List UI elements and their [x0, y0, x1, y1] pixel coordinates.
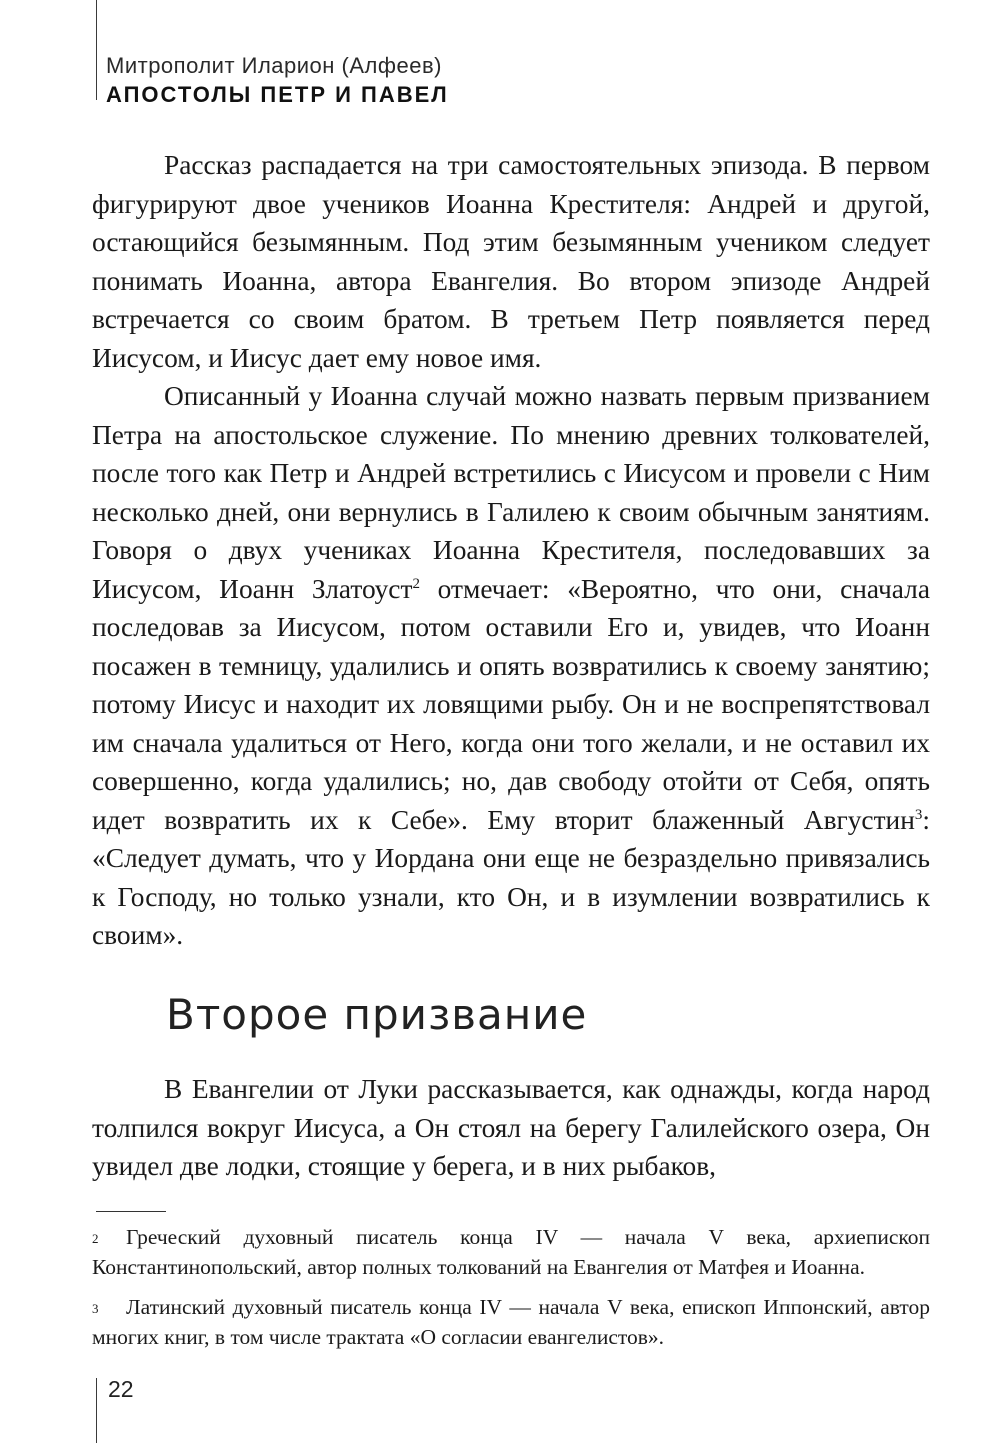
- running-head-book-title: АПОСТОЛЫ ПЕТР И ПАВЕЛ: [106, 82, 449, 107]
- footnote-text: Латинский духовный писатель конца IV — начала V века, епископ Иппонский, автор многих книг, в том числе трактата «О согласии евангелистов».: [92, 1295, 930, 1349]
- footnotes: [92, 1222, 930, 1362]
- page-number: 22: [108, 1376, 134, 1402]
- footer-rule: [96, 1378, 97, 1443]
- header-rule: [96, 0, 97, 100]
- footnote-number: 3: [92, 1301, 99, 1316]
- footnote-text: Греческий духовный писатель конца IV — начала V века, архиепископ Константинопольский, автор полных толкований на Евангелия от Матфея и Иоанна.: [92, 1225, 930, 1279]
- section-heading: Второе призвание: [166, 990, 588, 1039]
- running-head: [106, 52, 449, 110]
- footnote-3: [92, 1292, 930, 1352]
- footnote-ref-2: 2: [412, 575, 420, 592]
- main-text: [92, 146, 930, 955]
- footnote-2: [92, 1222, 930, 1282]
- footnote-number: 2: [92, 1231, 99, 1246]
- paragraph-2-part-1: Описанный у Иоанна случай можно назвать первым призванием Петра на апостольское служение. По мнению древних толкователей, после того как Петр и Андрей встретились с Иисусом и провели с Ним несколько дней, они вернулись в Галилею к своим обычным занятиям. Говоря о двух учениках Иоанна Крестителя, последовавших за Иисусом, Иоанн Златоуст: [92, 381, 930, 604]
- footnote-rule: [96, 1211, 166, 1212]
- paragraph-2-part-3: : «Следует думать, что у Иордана они еще не безраздельно привязались к Господу, но только узнали, кто Он, и в изумлении возвратились к своим».: [92, 804, 930, 950]
- paragraph-1: Рассказ распадается на три самостоятельных эпизода. В первом фигурируют двое учеников Иоанна Крестителя: Андрей и другой, остающийся безымянным. Под этим безымянным учеником следует понимать Иоанна, автора Евангелия. Во втором эпизоде Андрей встречается со своим братом. В третьем Петр появляется перед Иисусом, и Иисус дает ему новое имя.: [92, 150, 930, 373]
- section-text: [92, 1070, 930, 1186]
- footnote-ref-3: 3: [914, 806, 923, 823]
- section-paragraph: В Евангелии от Луки рассказывается, как однажды, когда народ толпился вокруг Иисуса, а Он стоял на берегу Галилейского озера, Он увидел две лодки, стоящие у берега, и в них рыбаков,: [92, 1074, 930, 1181]
- running-head-author: Митрополит Иларион (Алфеев): [106, 53, 442, 78]
- paragraph-2: [92, 377, 930, 955]
- paragraph-2-part-2: отмечает: «Вероятно, что они, сначала последовав за Иисусом, потом оставили Его и, увидев, что Иоанн посажен в темницу, удалились и опять возвратились к своему занятию; потому Иисус и находит их ловящими рыбу. Он и не воспрепятствовал им сначала удалиться от Него, когда они того желали, и не оставил их совершенно, когда удалились; но, дав свободу отойти от Себя, опять идет возвратить их к Себе». Ему вторит блаженный Августин: [92, 573, 930, 835]
